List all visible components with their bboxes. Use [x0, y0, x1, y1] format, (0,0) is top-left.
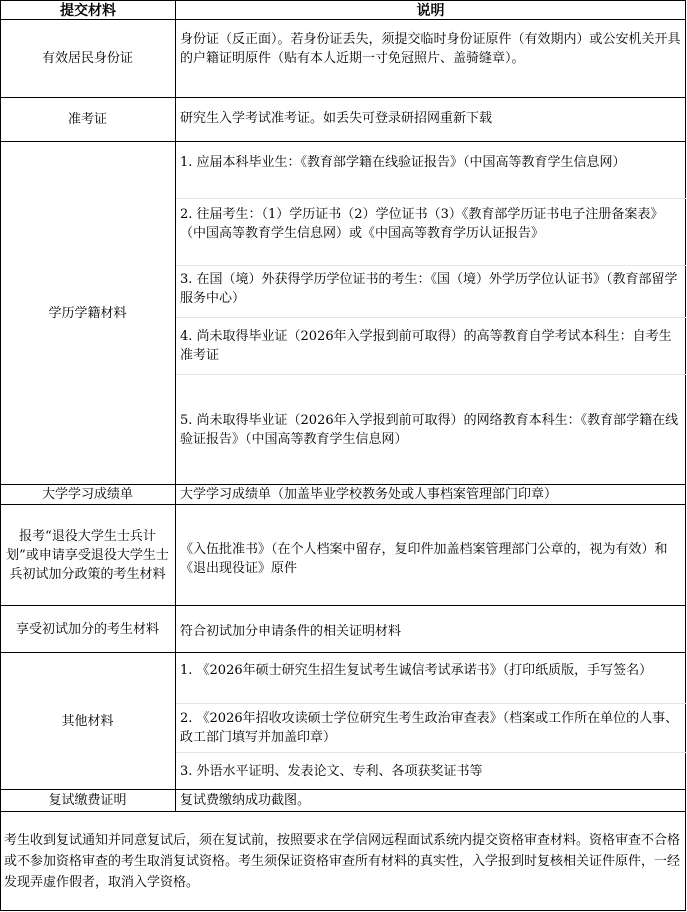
education-item-1: 1. 应届本科毕业生：《教育部学籍在线验证报告》（中国高等教育学生信息网）: [180, 155, 626, 170]
label-admission-ticket: 准考证: [67, 112, 107, 127]
subrow-divider: [176, 374, 686, 375]
label-other-materials: 其他材料: [61, 713, 114, 729]
table-border-right: [685, 0, 686, 911]
text-veteran-materials: 《入伍批准书》（在个人档案中留存，复印件加盖档案管理部门公章的，视为有效）和《退出现役证》原件: [180, 542, 668, 576]
header-description: 说明: [416, 2, 445, 19]
other-item-3: 3. 外语水平证明、发表论文、专利、各项获奖证书等: [180, 764, 483, 779]
label-bonus-materials: 享受初试加分的考生材料: [15, 621, 159, 637]
column-divider: [175, 0, 176, 812]
footer-note: 考生收到复试通知并同意复试后，须在复试前，按照要求在学信网远程面试系统内提交资格审查材料。资格审查不合格或不参加资格审查的考生取消复试资格。考生须保证资格审查所有材料的真实性，入学报到时复核相关证件原件，一经发现弄虚作假者，取消入学资格。: [4, 833, 681, 890]
label-education-records: 学历学籍材料: [48, 305, 127, 321]
subrow-divider: [176, 752, 686, 753]
text-fee-proof: 复试费缴纳成功截图。: [180, 793, 311, 808]
subrow-divider: [176, 198, 686, 199]
label-id-card: 有效居民身份证: [41, 51, 133, 66]
education-item-4: 4. 尚未取得毕业证（2026年入学报到前可取得）的高等教育自学考试本科生：自考生准考证: [180, 329, 672, 363]
subrow-divider: [176, 265, 686, 266]
text-transcript: 大学学习成绩单（加盖毕业学校教务处或人事档案管理部门印章）: [180, 487, 558, 502]
education-item-2: 2. 往届考生：（1）学历证书（2）学位证书（3）《教育部学历证书电子注册备案表》（中国高等教育学生信息网）或《中国高等教育学历认证报告》: [180, 207, 664, 241]
text-bonus-materials: 符合初试加分申请条件的相关证明材料: [180, 624, 402, 639]
subrow-divider: [176, 703, 686, 704]
other-item-1: 1. 《2026年硕士研究生招生复试考生诚信考试承诺书》（打印纸质版，手写签名）: [180, 663, 653, 678]
subrow-divider: [176, 317, 686, 318]
header-materials: 提交材料: [60, 2, 116, 19]
label-fee-proof: 复试缴费证明: [48, 793, 127, 808]
text-id-card: 身份证（反正面）。若身份证丢失，须提交临时身份证原件（有效期内）或公安机关开具的户籍证明原件（贴有本人近期一寸免冠照片、盖骑缝章）。: [180, 32, 681, 66]
label-transcript: 大学学习成绩单: [41, 487, 133, 502]
text-admission-ticket: 研究生入学考试准考证。如丢失可登录研招网重新下载: [180, 111, 493, 126]
education-item-3: 3. 在国（境）外获得学历学位证书的考生：《国（境）外学历学位认证书》（教育部留学服务中心）: [180, 272, 678, 306]
table-border-bottom: [0, 910, 686, 911]
table-divider: [0, 811, 686, 812]
other-item-2: 2. 《2026年招收攻读硕士学位研究生考生政治审查表》（档案或工作所在单位的人事、政工部门填写并加盖印章）: [180, 711, 679, 745]
label-veteran-materials: 报考“退役大学生士兵计划”或申请享受退役大学生士兵初试加分政策的考生材料: [6, 528, 169, 582]
education-item-5: 5. 尚未取得毕业证（2026年入学报到前可取得）的网络教育本科生：《教育部学籍在线验证报告》（中国高等教育学生信息网）: [180, 413, 679, 447]
